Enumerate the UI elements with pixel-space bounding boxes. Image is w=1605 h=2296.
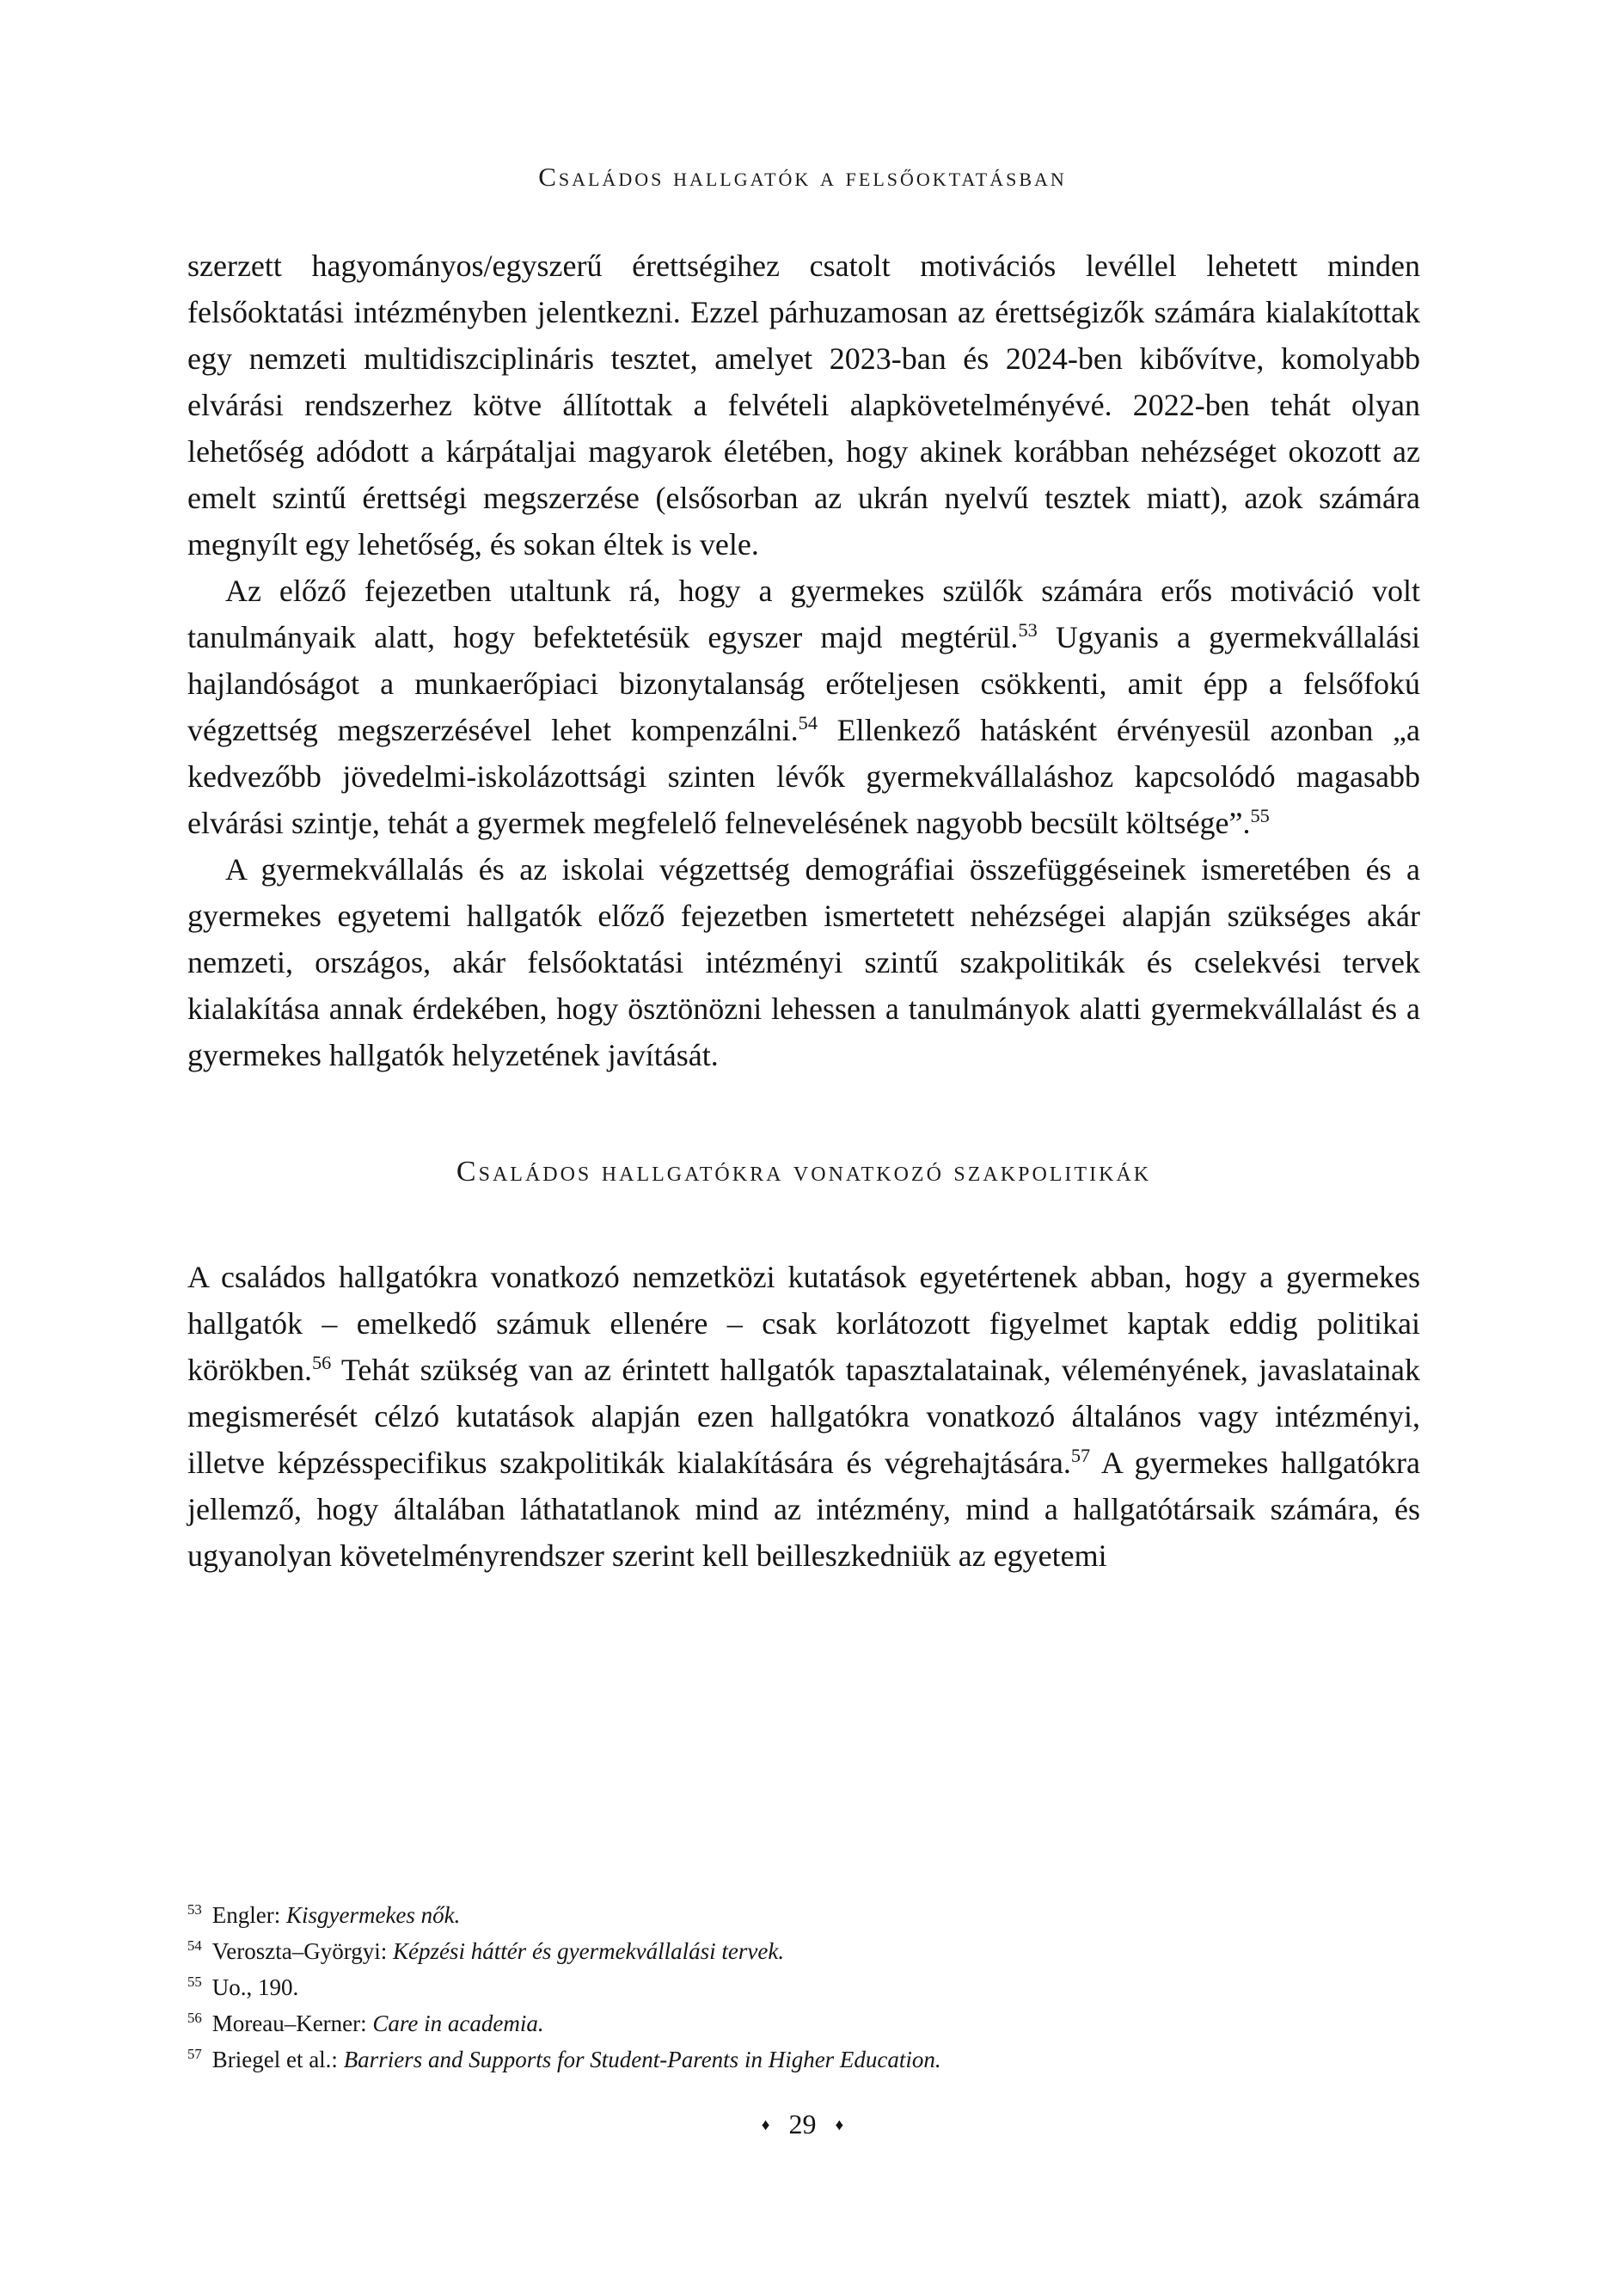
body-paragraph: A gyermekvállalás és az iskolai végzettség demográfiai összefüggéseinek ismeretében és a gyermekes egyetemi hallgatók előző fejezetben ismertetett nehézségei alapján szükséges akár nemzeti, országos, akár felsőoktatási intézményi szintű szakpolitikák és cselekvési tervek kialakítása annak érdekében, hogy ösztönözni lehessen a tanulmányok alatti gyermekvállalást és a gyermekes hallgatók helyzetének javítását. bbox=[187, 852, 1420, 1072]
footnote-item bbox=[187, 1933, 1420, 1969]
page-body bbox=[187, 242, 1420, 1579]
footnote-text: Veroszta–Györgyi: Képzési háttér és gyermekvállalási tervek. bbox=[211, 1938, 785, 1964]
body-paragraph: A családos hallgatókra vonatkozó nemzetközi kutatások egyetértenek abban, hogy a gyermekes hallgatók – emelkedő számuk ellenére – csak korlátozott figyelmet kaptak eddig politikai körökben.$^{56}$ Tehát szükség van az érintett hallgatók tapasztalatainak, véleményének, javaslatainak megismerését célzó kutatások alapján ezen hallgatókra vonatkozó általános vagy intézményi, illetve képzésspecifikus szakpolitikák kialakítására és végrehajtására.$^{57}$ A gyermekes hallgatókra jellemző, hogy általában láthatatlanok mind az intézmény, mind a hallgatótársaik számára, és ugyanolyan követelményrendszer szerint kell beilleszkedniük az egyetemi bbox=[187, 1260, 1420, 1573]
footnote-number: 55 bbox=[187, 1974, 202, 1990]
footnote-number: 57 bbox=[187, 2046, 202, 2062]
footnote-item bbox=[187, 2005, 1420, 2041]
footnote-text: Moreau–Kerner: Care in academia. bbox=[211, 2011, 544, 2036]
footnote-text: Briegel et al.: Barriers and Supports for Student-Parents in Higher Education. bbox=[211, 2047, 941, 2072]
footnote-number: 53 bbox=[187, 1901, 202, 1918]
footnote-number: 56 bbox=[187, 2010, 202, 2026]
body-paragraph: Az előző fejezetben utaltunk rá, hogy a gyermekes szülők számára erős motiváció volt tanulmányaik alatt, hogy befektetésük egyszer majd megtérül.$^{53}$ Ugyanis a gyermekvállalási hajlandóságot a munkaerőpiaci bizonytalanság erőteljesen csökkenti, amit épp a felsőfokú végzettség megszerzésével lehet kompenzálni.$^{54}$ Ellenkező hatásként érvényesül azonban „a kedvezőbb jövedelmi-iskolázottsági szinten lévők gyermekvállaláshoz kapcsolódó magasabb elvárási szintje, tehát a gyermek megfelelő felnevelésének nagyobb becsült költsége”.$^{55}$ bbox=[187, 574, 1420, 840]
running-header: Családos hallgatók a felsőoktatásban bbox=[538, 162, 1067, 192]
footnote-number: 54 bbox=[187, 1937, 202, 1954]
footnote-item bbox=[187, 2041, 1420, 2078]
footnote-text: Uo., 190. bbox=[211, 1974, 299, 2000]
footnote-item bbox=[187, 1897, 1420, 1933]
section-heading: Családos hallgatókra vonatkozó szakpolitikák bbox=[456, 1156, 1152, 1188]
page-number-right-diamond-icon: ♦ bbox=[835, 2116, 844, 2134]
footnotes-block bbox=[187, 1897, 1420, 2078]
page-number-left-diamond-icon: ♦ bbox=[761, 2116, 770, 2134]
page-number bbox=[0, 2109, 1605, 2140]
footnote-text: Engler: Kisgyermekes nők. bbox=[211, 1902, 461, 1928]
footnote-item bbox=[187, 1969, 1420, 2005]
body-paragraph: szerzett hagyományos/egyszerű érettségihez csatolt motivációs levéllel lehetett minden felsőoktatási intézményben jelentkezni. Ezzel párhuzamosan az érettségizők számára kialakítottak egy nemzeti multidiszciplináris tesztet, amelyet 2023-ban és 2024-ben kibővítve, komolyabb elvárási rendszerhez kötve állítottak a felvételi alapkövetelményévé. 2022-ben tehát olyan lehetőség adódott a kárpátaljai magyarok életében, hogy akinek korábban nehézséget okozott az emelt szintű érettségi megszerzése (elsősorban az ukrán nyelvű tesztek miatt), azok számára megnyílt egy lehetőség, és sokan éltek is vele. bbox=[187, 249, 1420, 562]
page-number-value: 29 bbox=[788, 2109, 817, 2139]
